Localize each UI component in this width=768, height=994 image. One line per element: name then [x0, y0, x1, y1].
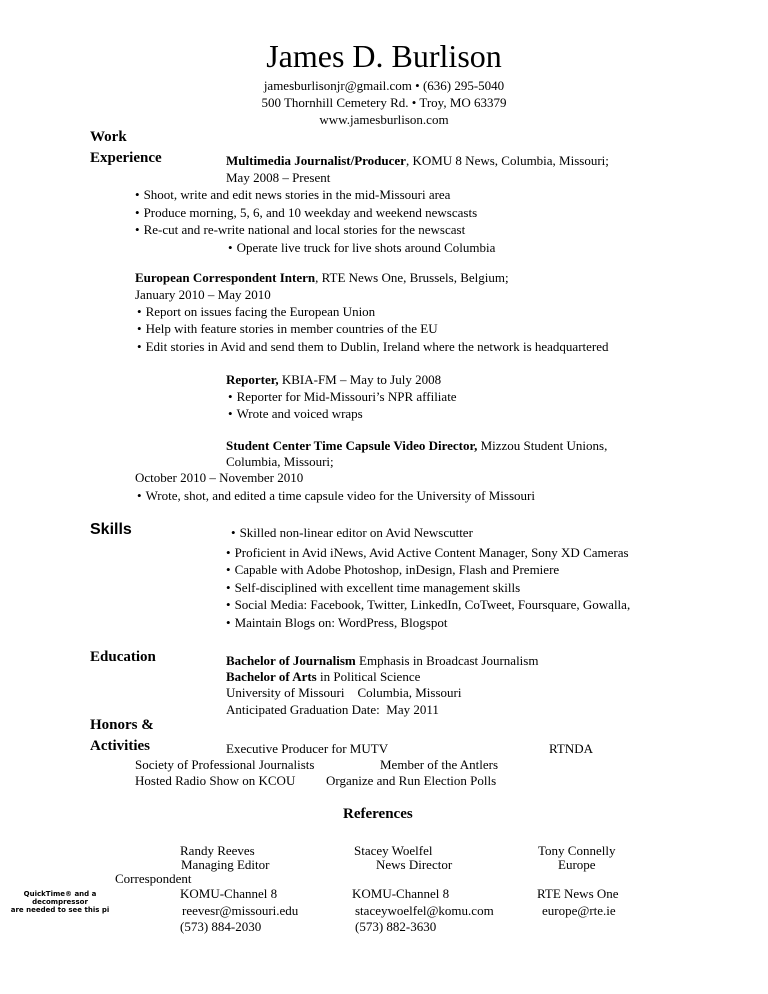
honor-item: Hosted Radio Show on KCOU [135, 773, 296, 788]
honor-item: Society of Professional Journalists [135, 757, 315, 772]
job-bullet: • Reporter for Mid-Missouri’s NPR affiliate [228, 388, 457, 405]
job-bullet: • Wrote, shot, and edited a time capsule video for the University of Missouri [137, 487, 535, 504]
contact-address: 500 Thornhill Cemetery Rd. • Troy, MO 63379 [261, 95, 507, 110]
job-employer: KBIA-FM – May to July 2008 [278, 372, 442, 387]
reference-org: RTE News One [537, 886, 619, 901]
job-location: Columbia, Missouri; [226, 454, 334, 469]
reference-org: KOMU-Channel 8 [352, 886, 450, 901]
job-bullet: • Produce morning, 5, 6, and 10 weekday and weekend newscasts [135, 204, 477, 221]
contact-website: www.jamesburlison.com [319, 112, 449, 127]
job-title: Reporter, [226, 372, 279, 387]
reference-phone: (573) 884-2030 [180, 919, 262, 934]
skill-item: • Skilled non-linear editor on Avid Newscutter [231, 524, 473, 541]
job-dates: October 2010 – November 2010 [135, 470, 304, 485]
job-bullet: • Help with feature stories in member countries of the EU [137, 320, 438, 337]
reference-name: Randy Reeves [180, 843, 255, 858]
skill-item: • Proficient in Avid iNews, Avid Active Content Manager, Sony XD Cameras [226, 544, 629, 561]
honor-item: Executive Producer for MUTV [226, 741, 389, 756]
job-bullet: • Report on issues facing the European Union [137, 303, 375, 320]
reference-org: KOMU-Channel 8 [180, 886, 278, 901]
reference-title: News Director [376, 857, 453, 872]
job-2-heading [135, 269, 509, 286]
section-heading-activities: Activities [90, 738, 150, 754]
job-employer: , RTE News One, Brussels, Belgium; [315, 270, 509, 285]
missing-image-placeholder [10, 890, 110, 916]
reference-email: reevesr@missouri.edu [182, 903, 299, 918]
reference-title-continued: Correspondent [115, 871, 192, 886]
job-employer: Mizzou Student Unions, [477, 438, 608, 453]
section-heading-honors: Honors & [90, 717, 154, 733]
job-title: Multimedia Journalist/Producer [226, 153, 406, 168]
section-heading-education: Education [90, 649, 156, 665]
honor-item: RTNDA [549, 741, 593, 756]
job-dates: May 2008 – Present [226, 170, 331, 185]
job-bullet: • Operate live truck for live shots around Columbia [228, 239, 495, 256]
section-heading-work: Work [90, 129, 127, 145]
job-4-heading [226, 437, 607, 454]
skill-item: • Capable with Adobe Photoshop, inDesign, Flash and Premiere [226, 561, 559, 578]
applicant-name: James D. Burlison [266, 38, 502, 74]
contact-email-phone: jamesburlisonjr@gmail.com • (636) 295-5040 [263, 78, 505, 93]
job-title: Student Center Time Capsule Video Director, [226, 438, 478, 453]
degree-journalism: Bachelor of Journalism Emphasis in Broadcast Journalism [226, 653, 539, 668]
skill-item: • Maintain Blogs on: WordPress, Blogspot [226, 614, 447, 631]
section-heading-experience: Experience [90, 150, 162, 166]
placeholder-line: QuickTime® and a [23, 890, 97, 898]
job-bullet: • Edit stories in Avid and send them to Dublin, Ireland where the network is headquartered [137, 338, 609, 355]
reference-email: europe@rte.ie [542, 903, 616, 918]
placeholder-line: are needed to see this pi [10, 906, 110, 914]
placeholder-line: decompressor [32, 898, 88, 906]
section-heading-references: References [343, 806, 413, 822]
reference-name: Tony Connelly [538, 843, 616, 858]
reference-title: Europe [558, 857, 596, 872]
reference-phone: (573) 882-3630 [355, 919, 437, 934]
skill-item: • Self-disciplined with excellent time management skills [226, 579, 520, 596]
school: University of Missouri Columbia, Missouri [226, 685, 462, 700]
honor-item: Organize and Run Election Polls [326, 773, 497, 788]
graduation-date: Anticipated Graduation Date: May 2011 [226, 702, 439, 717]
job-1-heading [226, 152, 609, 169]
job-bullet: • Wrote and voiced wraps [228, 405, 363, 422]
degree-arts: Bachelor of Arts in Political Science [226, 669, 421, 684]
job-title: European Correspondent Intern [135, 270, 316, 285]
job-employer: , KOMU 8 News, Columbia, Missouri; [405, 153, 609, 168]
reference-title: Managing Editor [181, 857, 270, 872]
job-3-heading [226, 371, 441, 388]
section-heading-skills: Skills [90, 521, 132, 538]
skill-item: • Social Media: Facebook, Twitter, LinkedIn, CoTweet, Foursquare, Gowalla, [226, 596, 630, 613]
honor-item: Member of the Antlers [380, 757, 499, 772]
reference-name: Stacey Woelfel [354, 843, 433, 858]
job-bullet: • Re-cut and re-write national and local stories for the newscast [135, 221, 465, 238]
job-dates: January 2010 – May 2010 [135, 287, 271, 302]
reference-email: staceywoelfel@komu.com [355, 903, 494, 918]
job-bullet: • Shoot, write and edit news stories in the mid-Missouri area [135, 186, 450, 203]
